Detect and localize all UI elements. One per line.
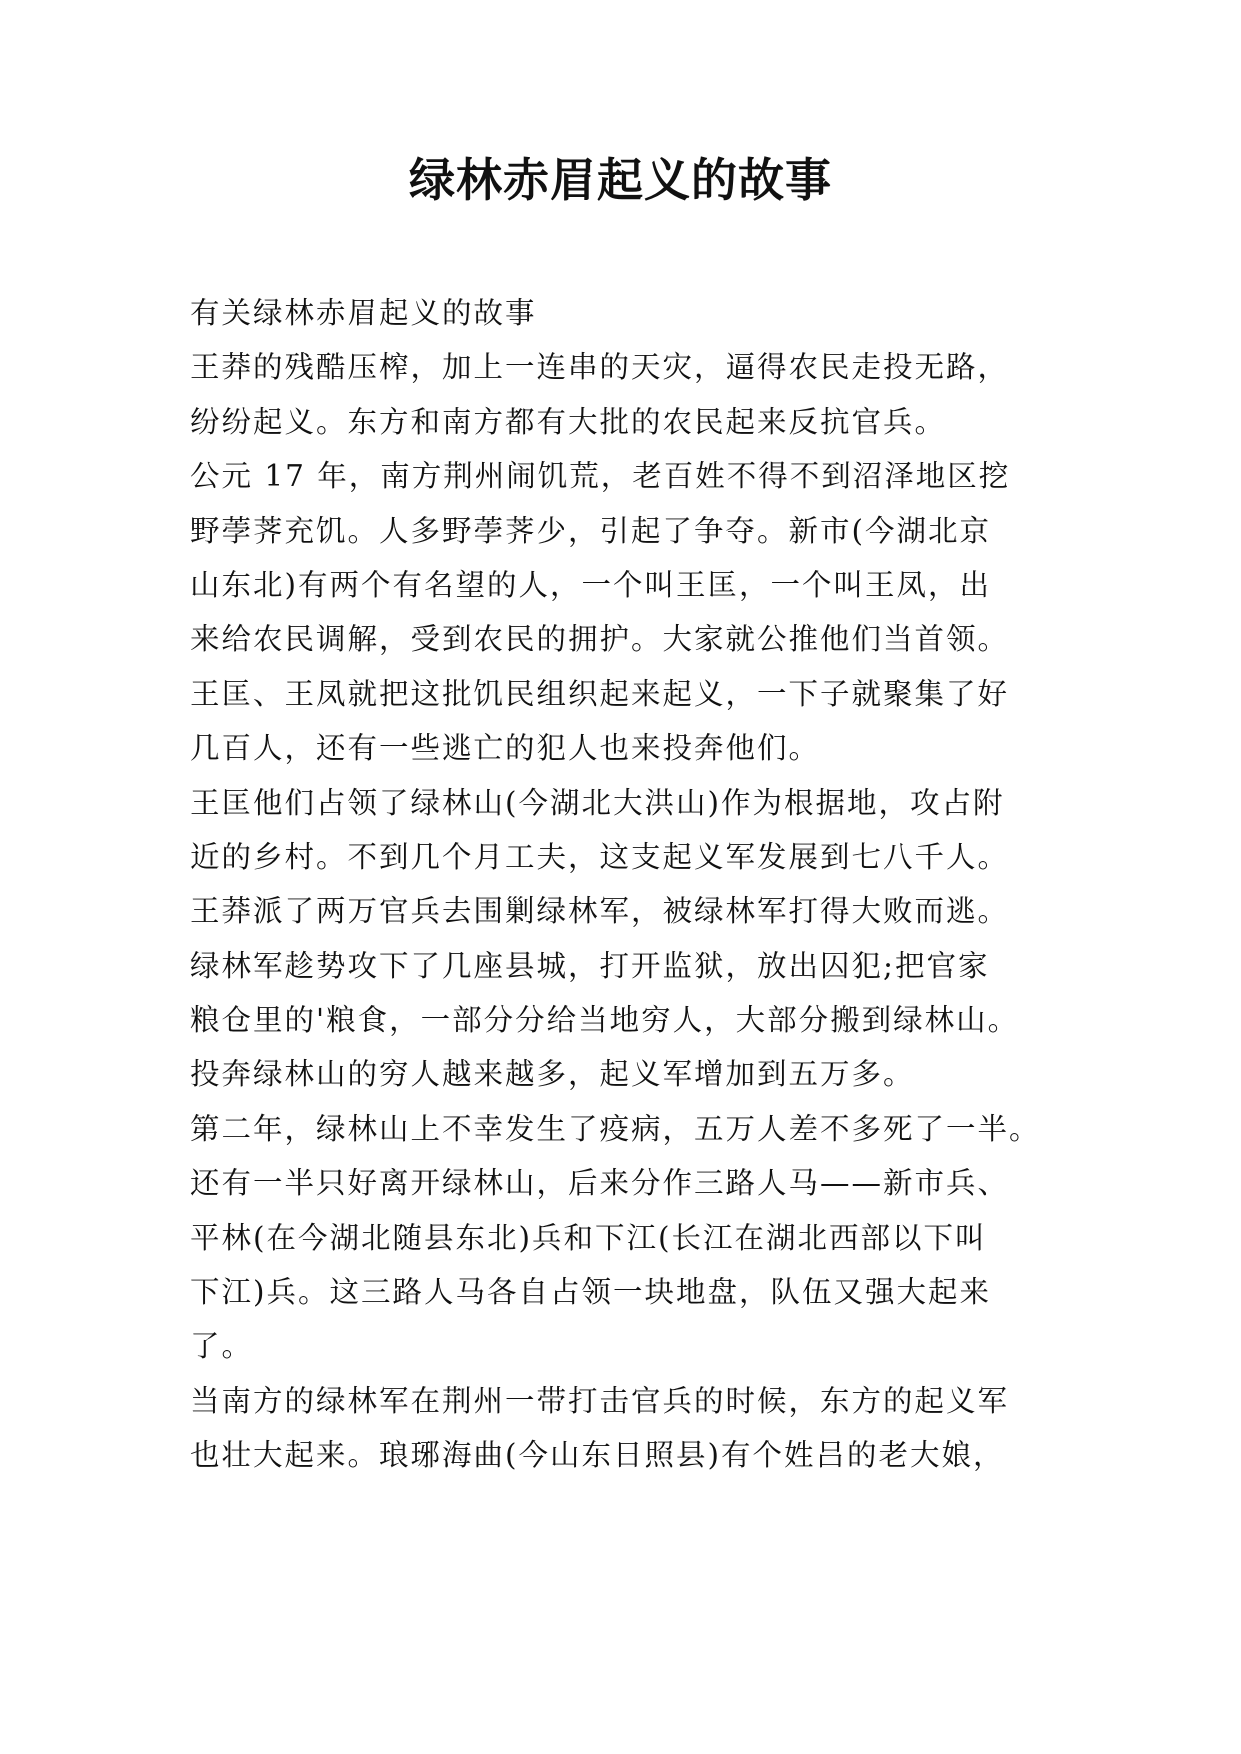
body-line: 绿林军趁势攻下了几座县城，打开监狱，放出囚犯;把官家: [190, 948, 990, 983]
body-line: 王匡他们占领了绿林山(今湖北大洪山)作为根据地，攻占附: [190, 785, 1005, 820]
body-line: 有关绿林赤眉起义的故事: [190, 296, 537, 330]
body-line: 王莽派了两万官兵去围剿绿林军，被绿林军打得大败而逃。: [190, 894, 1010, 929]
body-line: 粮仓里的'粮食，一部分分给当地穷人，大部分搬到绿林山。: [190, 1003, 1020, 1038]
body-line: 也壮大起来。琅琊海曲(今山东日照县)有个姓吕的老大娘，: [190, 1438, 1005, 1473]
body-line: 几百人，还有一些逃亡的犯人也来投奔他们。: [190, 731, 821, 766]
body-line: 当南方的绿林军在荆州一带打击官兵的时候，东方的起义军: [190, 1383, 1010, 1418]
body-line: 第二年，绿林山上不幸发生了疫病，五万人差不多死了一半。: [190, 1111, 1041, 1146]
body-line: 下江)兵。这三路人马各自占领一块地盘，队伍又强大起来: [190, 1275, 992, 1310]
body-line: 公元 17 年，南方荆州闹饥荒，老百姓不得不到沼泽地区挖: [190, 459, 1011, 494]
body-line: 还有一半只好离开绿林山，后来分作三路人马——新市兵、: [190, 1166, 1010, 1201]
body-line: 野荸荠充饥。人多野荸荠少，引起了争夺。新市(今湖北京: [190, 513, 992, 548]
body-line: 王匡、王凤就把这批饥民组织起来起义，一下子就聚集了好: [190, 676, 1010, 711]
document-body: [190, 286, 1070, 1483]
body-line: 纷纷起义。东方和南方都有大批的农民起来反抗官兵。: [190, 404, 947, 439]
document-title: 绿林赤眉起义的故事: [409, 153, 832, 207]
body-line: 山东北)有两个有名望的人，一个叫王匡，一个叫王凤，出: [190, 567, 992, 602]
body-line: 投奔绿林山的穷人越来越多，起义军增加到五万多。: [190, 1057, 915, 1092]
body-line: 平林(在今湖北随县东北)兵和下江(长江在湖北西部以下叫: [190, 1220, 987, 1255]
body-line: 了。: [190, 1329, 254, 1364]
body-line: 来给农民调解，受到农民的拥护。大家就公推他们当首领。: [190, 622, 1010, 657]
body-line: 王莽的残酷压榨，加上一连串的天灾，逼得农民走投无路，: [190, 350, 1010, 385]
body-line: 近的乡村。不到几个月工夫，这支起义军发展到七八千人。: [190, 839, 1010, 874]
